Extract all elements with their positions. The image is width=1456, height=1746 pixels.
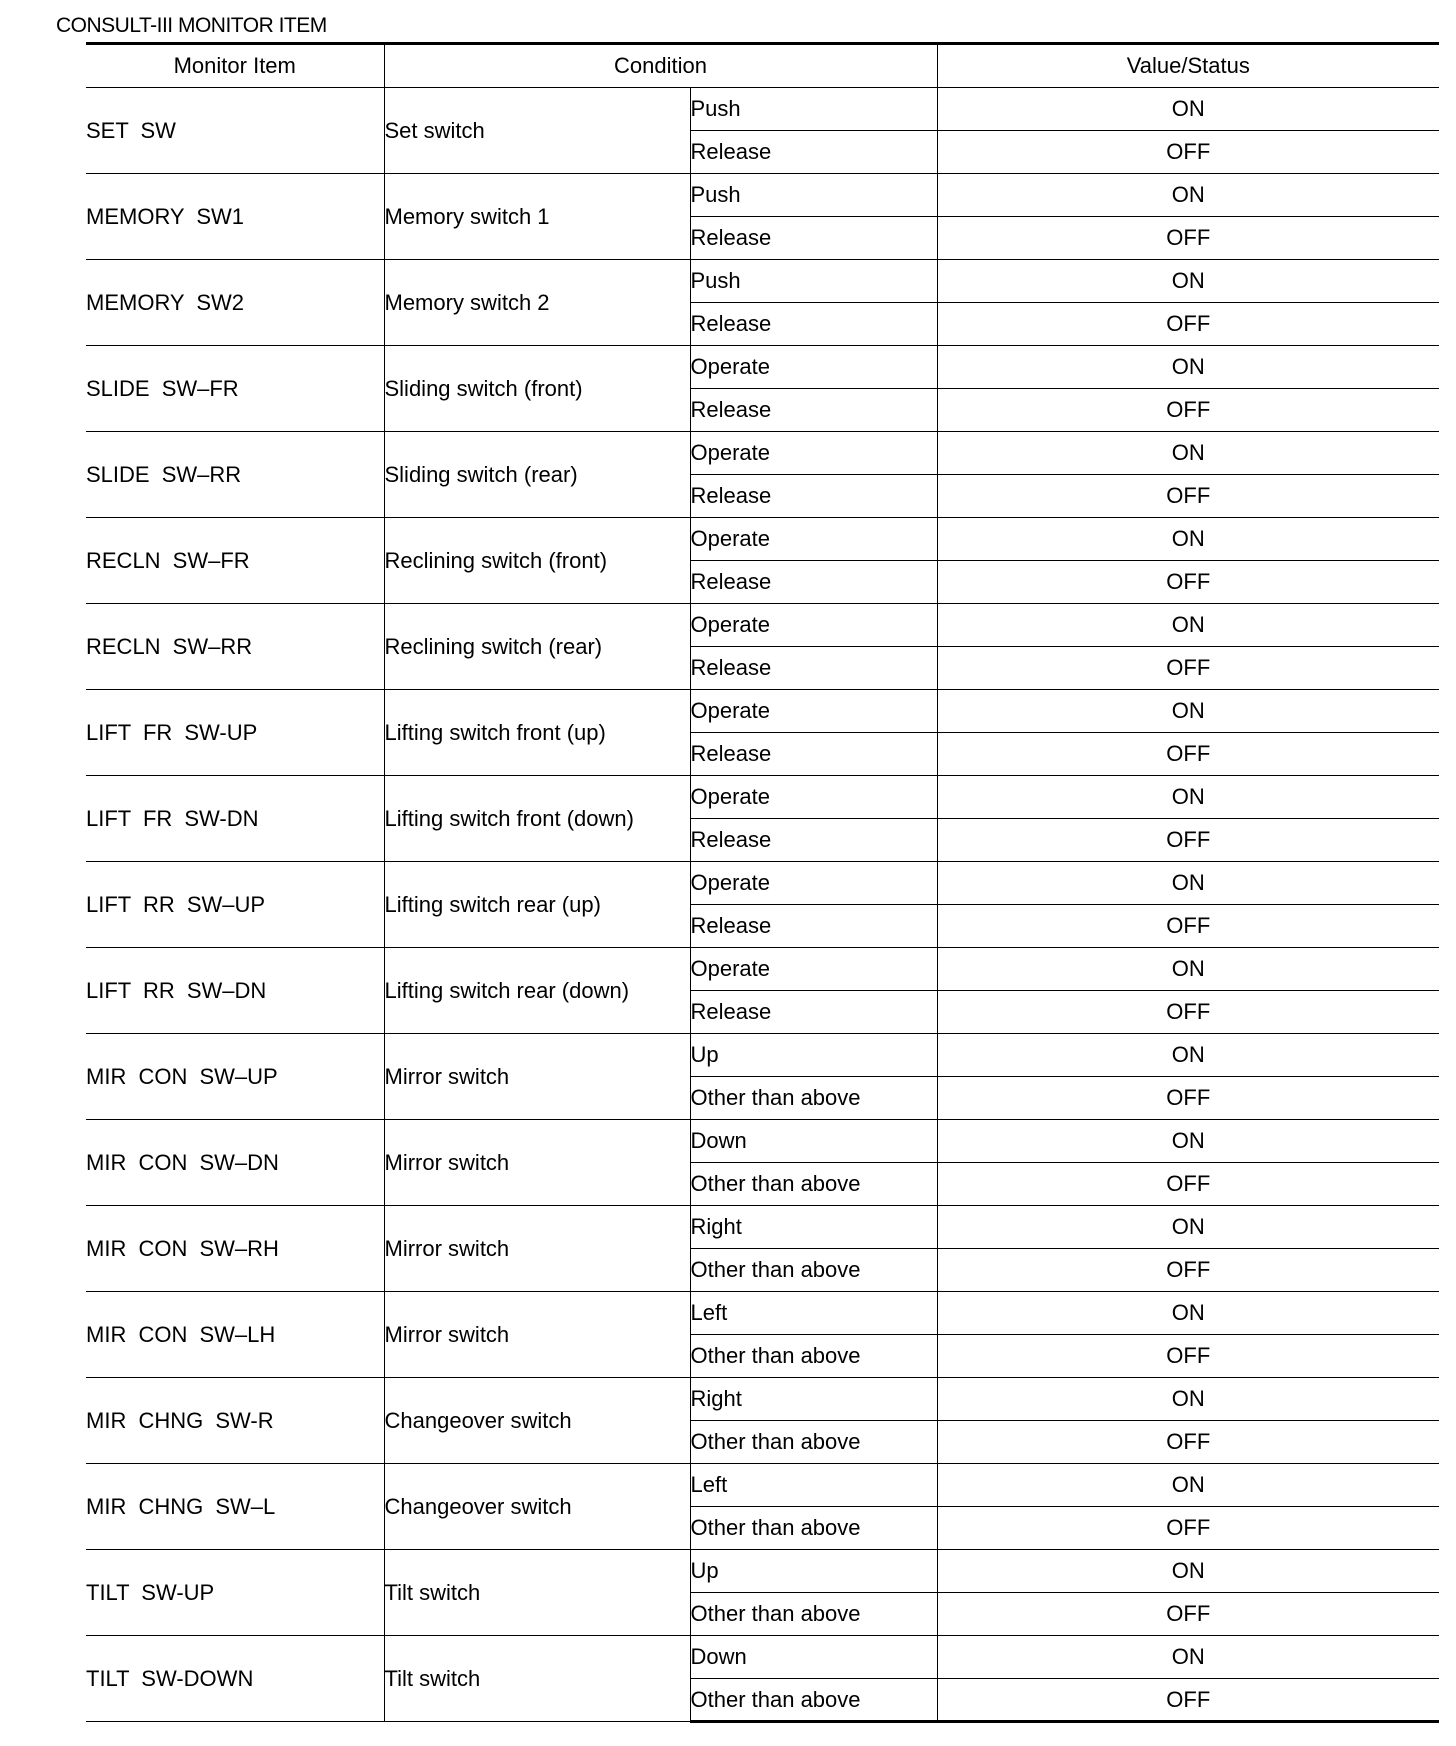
condition-state: Operate: [690, 604, 937, 647]
condition-description: Reclining switch (front): [384, 518, 690, 604]
value-status: ON: [937, 1378, 1439, 1421]
table-row: [86, 604, 1439, 647]
value-status: OFF: [937, 905, 1439, 948]
header-monitor-item: Monitor Item: [86, 44, 384, 88]
monitor-item-name: MIR CON SW–LH: [86, 1292, 384, 1378]
table-row: [86, 88, 1439, 131]
table-row: [86, 862, 1439, 905]
value-status: ON: [937, 1636, 1439, 1679]
monitor-item-name: LIFT FR SW-UP: [86, 690, 384, 776]
monitor-item-name: RECLN SW–RR: [86, 604, 384, 690]
value-status: ON: [937, 1292, 1439, 1335]
table-row: [86, 1378, 1439, 1421]
monitor-item-name: MIR CHNG SW-R: [86, 1378, 384, 1464]
value-status: ON: [937, 862, 1439, 905]
condition-description: Set switch: [384, 88, 690, 174]
value-status: OFF: [937, 475, 1439, 518]
condition-state: Operate: [690, 518, 937, 561]
condition-state: Other than above: [690, 1421, 937, 1464]
value-status: OFF: [937, 303, 1439, 346]
condition-description: Lifting switch rear (down): [384, 948, 690, 1034]
value-status: ON: [937, 1034, 1439, 1077]
condition-state: Release: [690, 561, 937, 604]
condition-state: Operate: [690, 776, 937, 819]
condition-description: Lifting switch front (up): [384, 690, 690, 776]
header-value-status: Value/Status: [937, 44, 1439, 88]
condition-state: Down: [690, 1120, 937, 1163]
table-row: [86, 1464, 1439, 1507]
condition-state: Operate: [690, 690, 937, 733]
monitor-item-name: TILT SW-UP: [86, 1550, 384, 1636]
condition-state: Operate: [690, 346, 937, 389]
condition-state: Release: [690, 647, 937, 690]
value-status: OFF: [937, 1249, 1439, 1292]
condition-state: Operate: [690, 432, 937, 475]
condition-description: Mirror switch: [384, 1034, 690, 1120]
condition-description: Lifting switch rear (up): [384, 862, 690, 948]
condition-state: Up: [690, 1550, 937, 1593]
table-row: [86, 174, 1439, 217]
condition-description: Tilt switch: [384, 1636, 690, 1722]
condition-state: Other than above: [690, 1507, 937, 1550]
monitor-item-name: RECLN SW–FR: [86, 518, 384, 604]
monitor-item-name: MEMORY SW1: [86, 174, 384, 260]
monitor-item-name: SET SW: [86, 88, 384, 174]
condition-state: Other than above: [690, 1077, 937, 1120]
condition-state: Push: [690, 88, 937, 131]
value-status: OFF: [937, 1163, 1439, 1206]
value-status: OFF: [937, 991, 1439, 1034]
table-row: [86, 1636, 1439, 1679]
table-row: [86, 948, 1439, 991]
value-status: OFF: [937, 1593, 1439, 1636]
monitor-item-name: MIR CHNG SW–L: [86, 1464, 384, 1550]
table-body: [86, 88, 1439, 1722]
value-status: ON: [937, 432, 1439, 475]
condition-state: Other than above: [690, 1163, 937, 1206]
value-status: ON: [937, 690, 1439, 733]
condition-state: Operate: [690, 862, 937, 905]
condition-description: Memory switch 1: [384, 174, 690, 260]
condition-state: Left: [690, 1464, 937, 1507]
value-status: ON: [937, 346, 1439, 389]
condition-state: Right: [690, 1206, 937, 1249]
value-status: OFF: [937, 647, 1439, 690]
value-status: ON: [937, 88, 1439, 131]
value-status: ON: [937, 1464, 1439, 1507]
value-status: ON: [937, 1550, 1439, 1593]
condition-description: Mirror switch: [384, 1120, 690, 1206]
value-status: OFF: [937, 819, 1439, 862]
condition-state: Left: [690, 1292, 937, 1335]
value-status: ON: [937, 1120, 1439, 1163]
table-row: [86, 432, 1439, 475]
monitor-item-name: LIFT RR SW–UP: [86, 862, 384, 948]
condition-state: Other than above: [690, 1249, 937, 1292]
table-row: [86, 690, 1439, 733]
condition-state: Other than above: [690, 1335, 937, 1378]
condition-description: Reclining switch (rear): [384, 604, 690, 690]
monitor-item-name: MIR CON SW–DN: [86, 1120, 384, 1206]
value-status: OFF: [937, 1077, 1439, 1120]
value-status: OFF: [937, 733, 1439, 776]
monitor-item-name: SLIDE SW–RR: [86, 432, 384, 518]
value-status: OFF: [937, 1507, 1439, 1550]
condition-description: Sliding switch (front): [384, 346, 690, 432]
value-status: ON: [937, 260, 1439, 303]
table-row: [86, 1292, 1439, 1335]
condition-state: Other than above: [690, 1593, 937, 1636]
condition-description: Changeover switch: [384, 1464, 690, 1550]
condition-description: Tilt switch: [384, 1550, 690, 1636]
monitor-item-name: SLIDE SW–FR: [86, 346, 384, 432]
condition-description: Changeover switch: [384, 1378, 690, 1464]
value-status: ON: [937, 604, 1439, 647]
monitor-item-table: [86, 42, 1439, 1723]
value-status: OFF: [937, 561, 1439, 604]
condition-state: Release: [690, 733, 937, 776]
table-header-row: [86, 44, 1439, 88]
table-row: [86, 776, 1439, 819]
condition-state: Release: [690, 217, 937, 260]
condition-state: Right: [690, 1378, 937, 1421]
value-status: ON: [937, 174, 1439, 217]
monitor-item-name: MEMORY SW2: [86, 260, 384, 346]
value-status: OFF: [937, 389, 1439, 432]
condition-state: Release: [690, 131, 937, 174]
value-status: ON: [937, 1206, 1439, 1249]
value-status: ON: [937, 776, 1439, 819]
condition-state: Release: [690, 389, 937, 432]
condition-description: Mirror switch: [384, 1292, 690, 1378]
value-status: OFF: [937, 1421, 1439, 1464]
table-row: [86, 518, 1439, 561]
value-status: ON: [937, 518, 1439, 561]
table-row: [86, 1550, 1439, 1593]
value-status: OFF: [937, 1679, 1439, 1722]
condition-description: Lifting switch front (down): [384, 776, 690, 862]
table-row: [86, 1034, 1439, 1077]
page-title: CONSULT-III MONITOR ITEM: [56, 14, 327, 37]
condition-state: Release: [690, 475, 937, 518]
value-status: OFF: [937, 1335, 1439, 1378]
monitor-item-name: LIFT FR SW-DN: [86, 776, 384, 862]
condition-description: Mirror switch: [384, 1206, 690, 1292]
condition-state: Other than above: [690, 1679, 937, 1722]
monitor-item-name: MIR CON SW–UP: [86, 1034, 384, 1120]
condition-description: Sliding switch (rear): [384, 432, 690, 518]
value-status: OFF: [937, 217, 1439, 260]
table-row: [86, 1206, 1439, 1249]
table-row: [86, 260, 1439, 303]
monitor-item-name: LIFT RR SW–DN: [86, 948, 384, 1034]
monitor-item-name: MIR CON SW–RH: [86, 1206, 384, 1292]
condition-state: Push: [690, 260, 937, 303]
condition-state: Operate: [690, 948, 937, 991]
condition-state: Down: [690, 1636, 937, 1679]
header-condition: Condition: [384, 44, 937, 88]
table-row: [86, 1120, 1439, 1163]
condition-state: Release: [690, 819, 937, 862]
table-row: [86, 346, 1439, 389]
condition-state: Push: [690, 174, 937, 217]
condition-description: Memory switch 2: [384, 260, 690, 346]
value-status: OFF: [937, 131, 1439, 174]
condition-state: Up: [690, 1034, 937, 1077]
condition-state: Release: [690, 303, 937, 346]
condition-state: Release: [690, 991, 937, 1034]
value-status: ON: [937, 948, 1439, 991]
condition-state: Release: [690, 905, 937, 948]
monitor-item-name: TILT SW-DOWN: [86, 1636, 384, 1722]
